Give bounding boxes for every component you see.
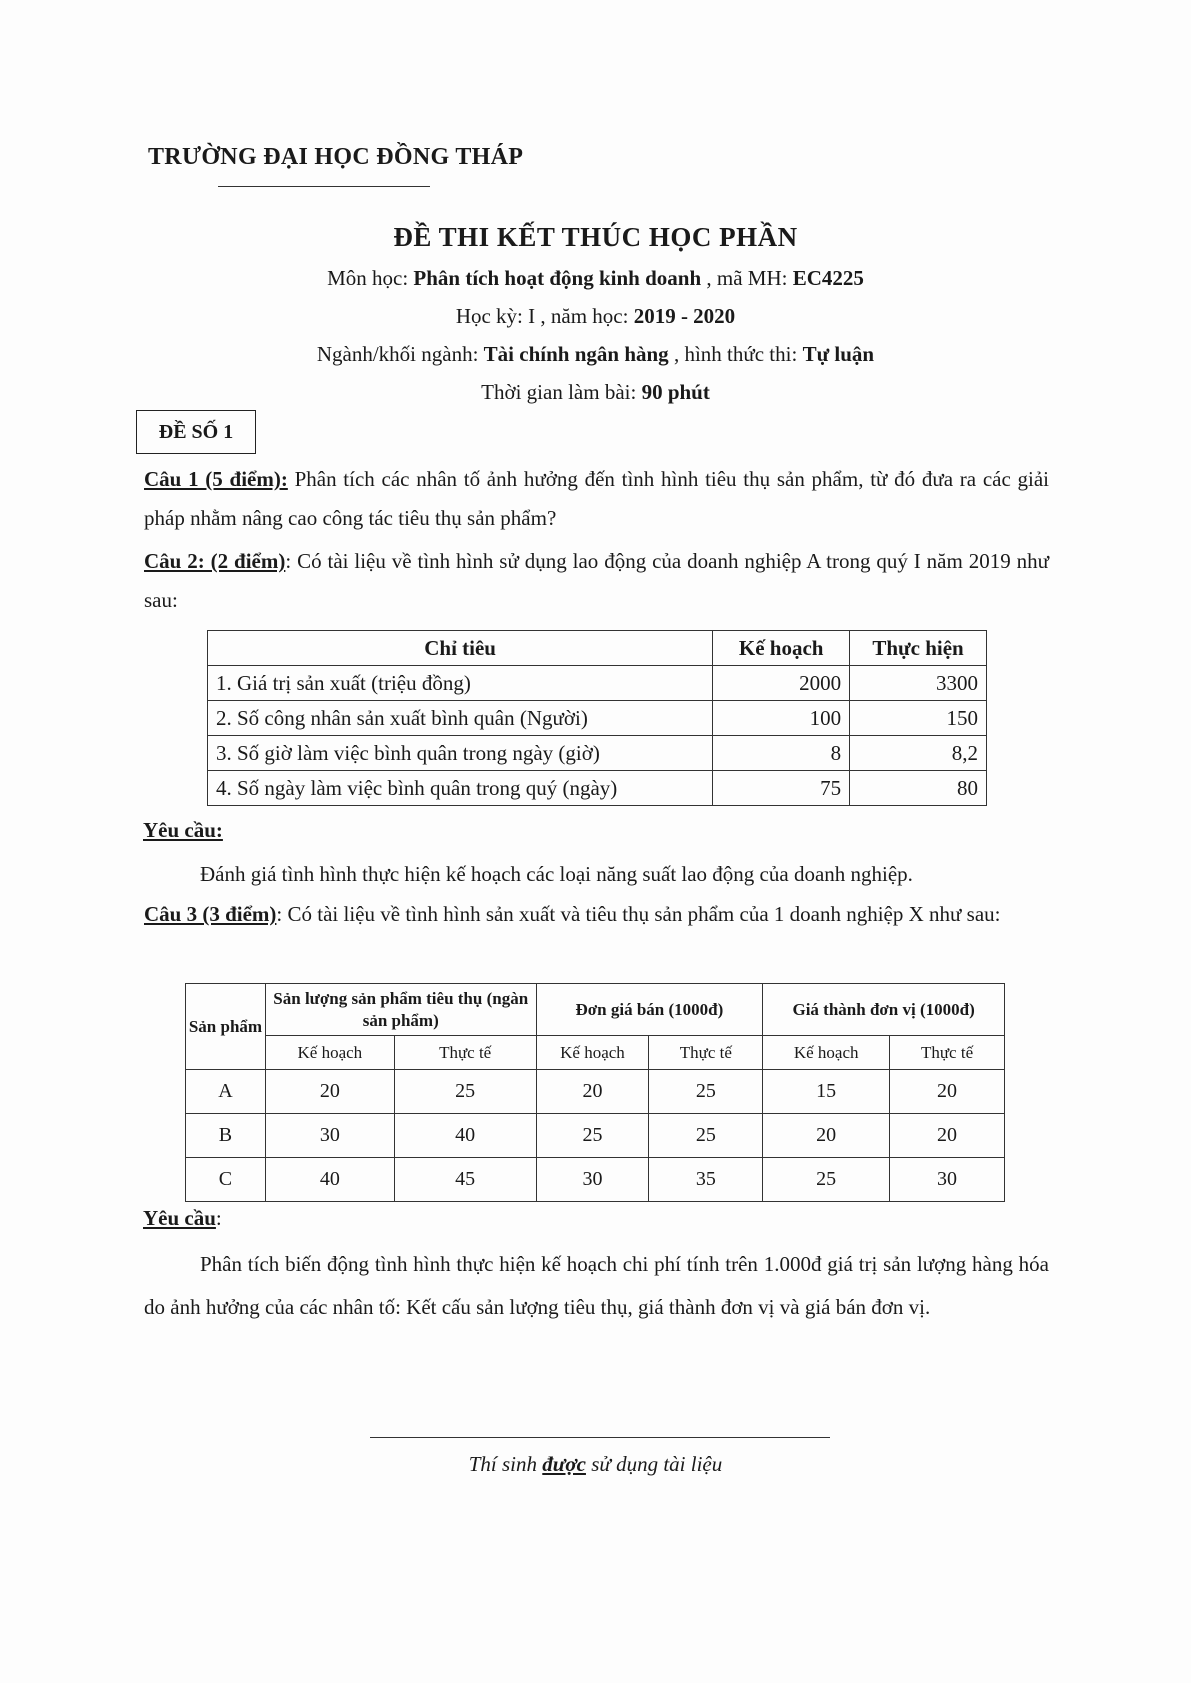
col-header-indicator: Chỉ tiêu — [208, 631, 713, 666]
product-cell: A — [186, 1070, 266, 1114]
value-cell: 20 — [265, 1070, 394, 1114]
row-label: 2. Số công nhân sản xuất bình quân (Người) — [208, 701, 713, 736]
table-sub-header-row — [186, 1036, 1005, 1070]
value-cell: 25 — [649, 1114, 763, 1158]
semester-line: Học kỳ: I , năm học: 2019 - 2020 — [455, 304, 736, 328]
table-row — [208, 666, 987, 701]
col-header-unit-cost: Giá thành đơn vị (1000đ) — [763, 984, 1005, 1036]
actual-value: 80 — [850, 771, 987, 806]
table-row — [186, 1158, 1005, 1202]
actual-value: 150 — [850, 701, 987, 736]
sub-header-plan: Kế hoạch — [763, 1036, 890, 1070]
question-1-label: Câu 1 (5 điểm): — [144, 467, 288, 491]
school-underline — [218, 186, 430, 187]
question-3-requirement: Phân tích biến động tình hình thực hiện kế hoạch chi phí tính trên 1.000đ giá trị sản lượng hàng hóa do ảnh hưởng của các nhân tố: Kết cấu sản lượng tiêu thụ, giá thành đơn vị và giá bán đơn vị. — [144, 1252, 1049, 1319]
question-2-label: Câu 2: (2 điểm) — [144, 549, 286, 573]
labor-table — [207, 630, 987, 806]
question-3: Câu 3 (3 điểm): Có tài liệu về tình hình sản xuất và tiêu thụ sản phẩm của 1 doanh nghiệp X như sau: — [144, 902, 1001, 926]
col-header-quantity: Sản lượng sản phẩm tiêu thụ (ngàn sản phẩm) — [265, 984, 536, 1036]
exam-title: ĐỀ THI KẾT THÚC HỌC PHẦN — [393, 222, 798, 252]
value-cell: 30 — [536, 1158, 649, 1202]
col-header-product: Sản phẩm — [186, 984, 266, 1070]
sub-header-actual: Thực tế — [890, 1036, 1005, 1070]
value-cell: 30 — [890, 1158, 1005, 1202]
value-cell: 25 — [763, 1158, 890, 1202]
school-name: TRƯỜNG ĐẠI HỌC ĐỒNG THÁP — [148, 144, 524, 170]
value-cell: 15 — [763, 1070, 890, 1114]
question-3-label: Câu 3 (3 điểm) — [144, 902, 277, 926]
footer-note: Thí sinh được sử dụng tài liệu — [468, 1452, 723, 1476]
sub-header-plan: Kế hoạch — [536, 1036, 649, 1070]
sub-header-actual: Thực tế — [649, 1036, 763, 1070]
production-table — [185, 983, 1005, 1202]
table-header-row — [208, 631, 987, 666]
subject-line: Môn học: Phân tích hoạt động kinh doanh , mã MH: EC4225 — [327, 266, 864, 290]
row-label: 1. Giá trị sản xuất (triệu đồng) — [208, 666, 713, 701]
table-row — [208, 701, 987, 736]
plan-value: 75 — [713, 771, 850, 806]
row-label: 3. Số giờ làm việc bình quân trong ngày (giờ) — [208, 736, 713, 771]
row-label: 4. Số ngày làm việc bình quân trong quý (ngày) — [208, 771, 713, 806]
col-header-price: Đơn giá bán (1000đ) — [536, 984, 763, 1036]
exam-number-box: ĐỀ SỐ 1 — [136, 410, 256, 454]
value-cell: 20 — [890, 1114, 1005, 1158]
value-cell: 40 — [265, 1158, 394, 1202]
question-2-requirement: Đánh giá tình hình thực hiện kế hoạch các loại năng suất lao động của doanh nghiệp. — [200, 862, 913, 886]
value-cell: 20 — [536, 1070, 649, 1114]
value-cell: 35 — [649, 1158, 763, 1202]
actual-value: 8,2 — [850, 736, 987, 771]
col-header-plan: Kế hoạch — [713, 631, 850, 666]
value-cell: 25 — [649, 1070, 763, 1114]
table-row — [186, 1070, 1005, 1114]
value-cell: 25 — [394, 1070, 536, 1114]
question-3-requirement-label: Yêu cầu: — [143, 1206, 222, 1230]
value-cell: 20 — [763, 1114, 890, 1158]
time-line: Thời gian làm bài: 90 phút — [481, 380, 710, 404]
sub-header-actual: Thực tế — [394, 1036, 536, 1070]
col-header-actual: Thực hiện — [850, 631, 987, 666]
value-cell: 40 — [394, 1114, 536, 1158]
table-group-header-row — [186, 984, 1005, 1036]
value-cell: 20 — [890, 1070, 1005, 1114]
table-row — [208, 771, 987, 806]
plan-value: 100 — [713, 701, 850, 736]
sub-header-plan: Kế hoạch — [265, 1036, 394, 1070]
plan-value: 8 — [713, 736, 850, 771]
major-line: Ngành/khối ngành: Tài chính ngân hàng , hình thức thi: Tự luận — [316, 342, 875, 366]
question-2-requirement-label: Yêu cầu: — [143, 818, 223, 842]
table-row — [208, 736, 987, 771]
plan-value: 2000 — [713, 666, 850, 701]
question-1: Câu 1 (5 điểm): Phân tích các nhân tố ảnh hưởng đến tình hình tiêu thụ sản phẩm, từ đó đưa ra các giải pháp nhằm nâng cao công tác tiêu thụ sản phẩm? — [144, 467, 1050, 530]
value-cell: 30 — [265, 1114, 394, 1158]
question-2: Câu 2: (2 điểm): Có tài liệu về tình hình sử dụng lao động của doanh nghiệp A trong quý I năm 2019 như sau: — [144, 549, 1049, 612]
value-cell: 25 — [536, 1114, 649, 1158]
table-row — [186, 1114, 1005, 1158]
footer-divider — [370, 1437, 830, 1438]
value-cell: 45 — [394, 1158, 536, 1202]
product-cell: C — [186, 1158, 266, 1202]
product-cell: B — [186, 1114, 266, 1158]
actual-value: 3300 — [850, 666, 987, 701]
